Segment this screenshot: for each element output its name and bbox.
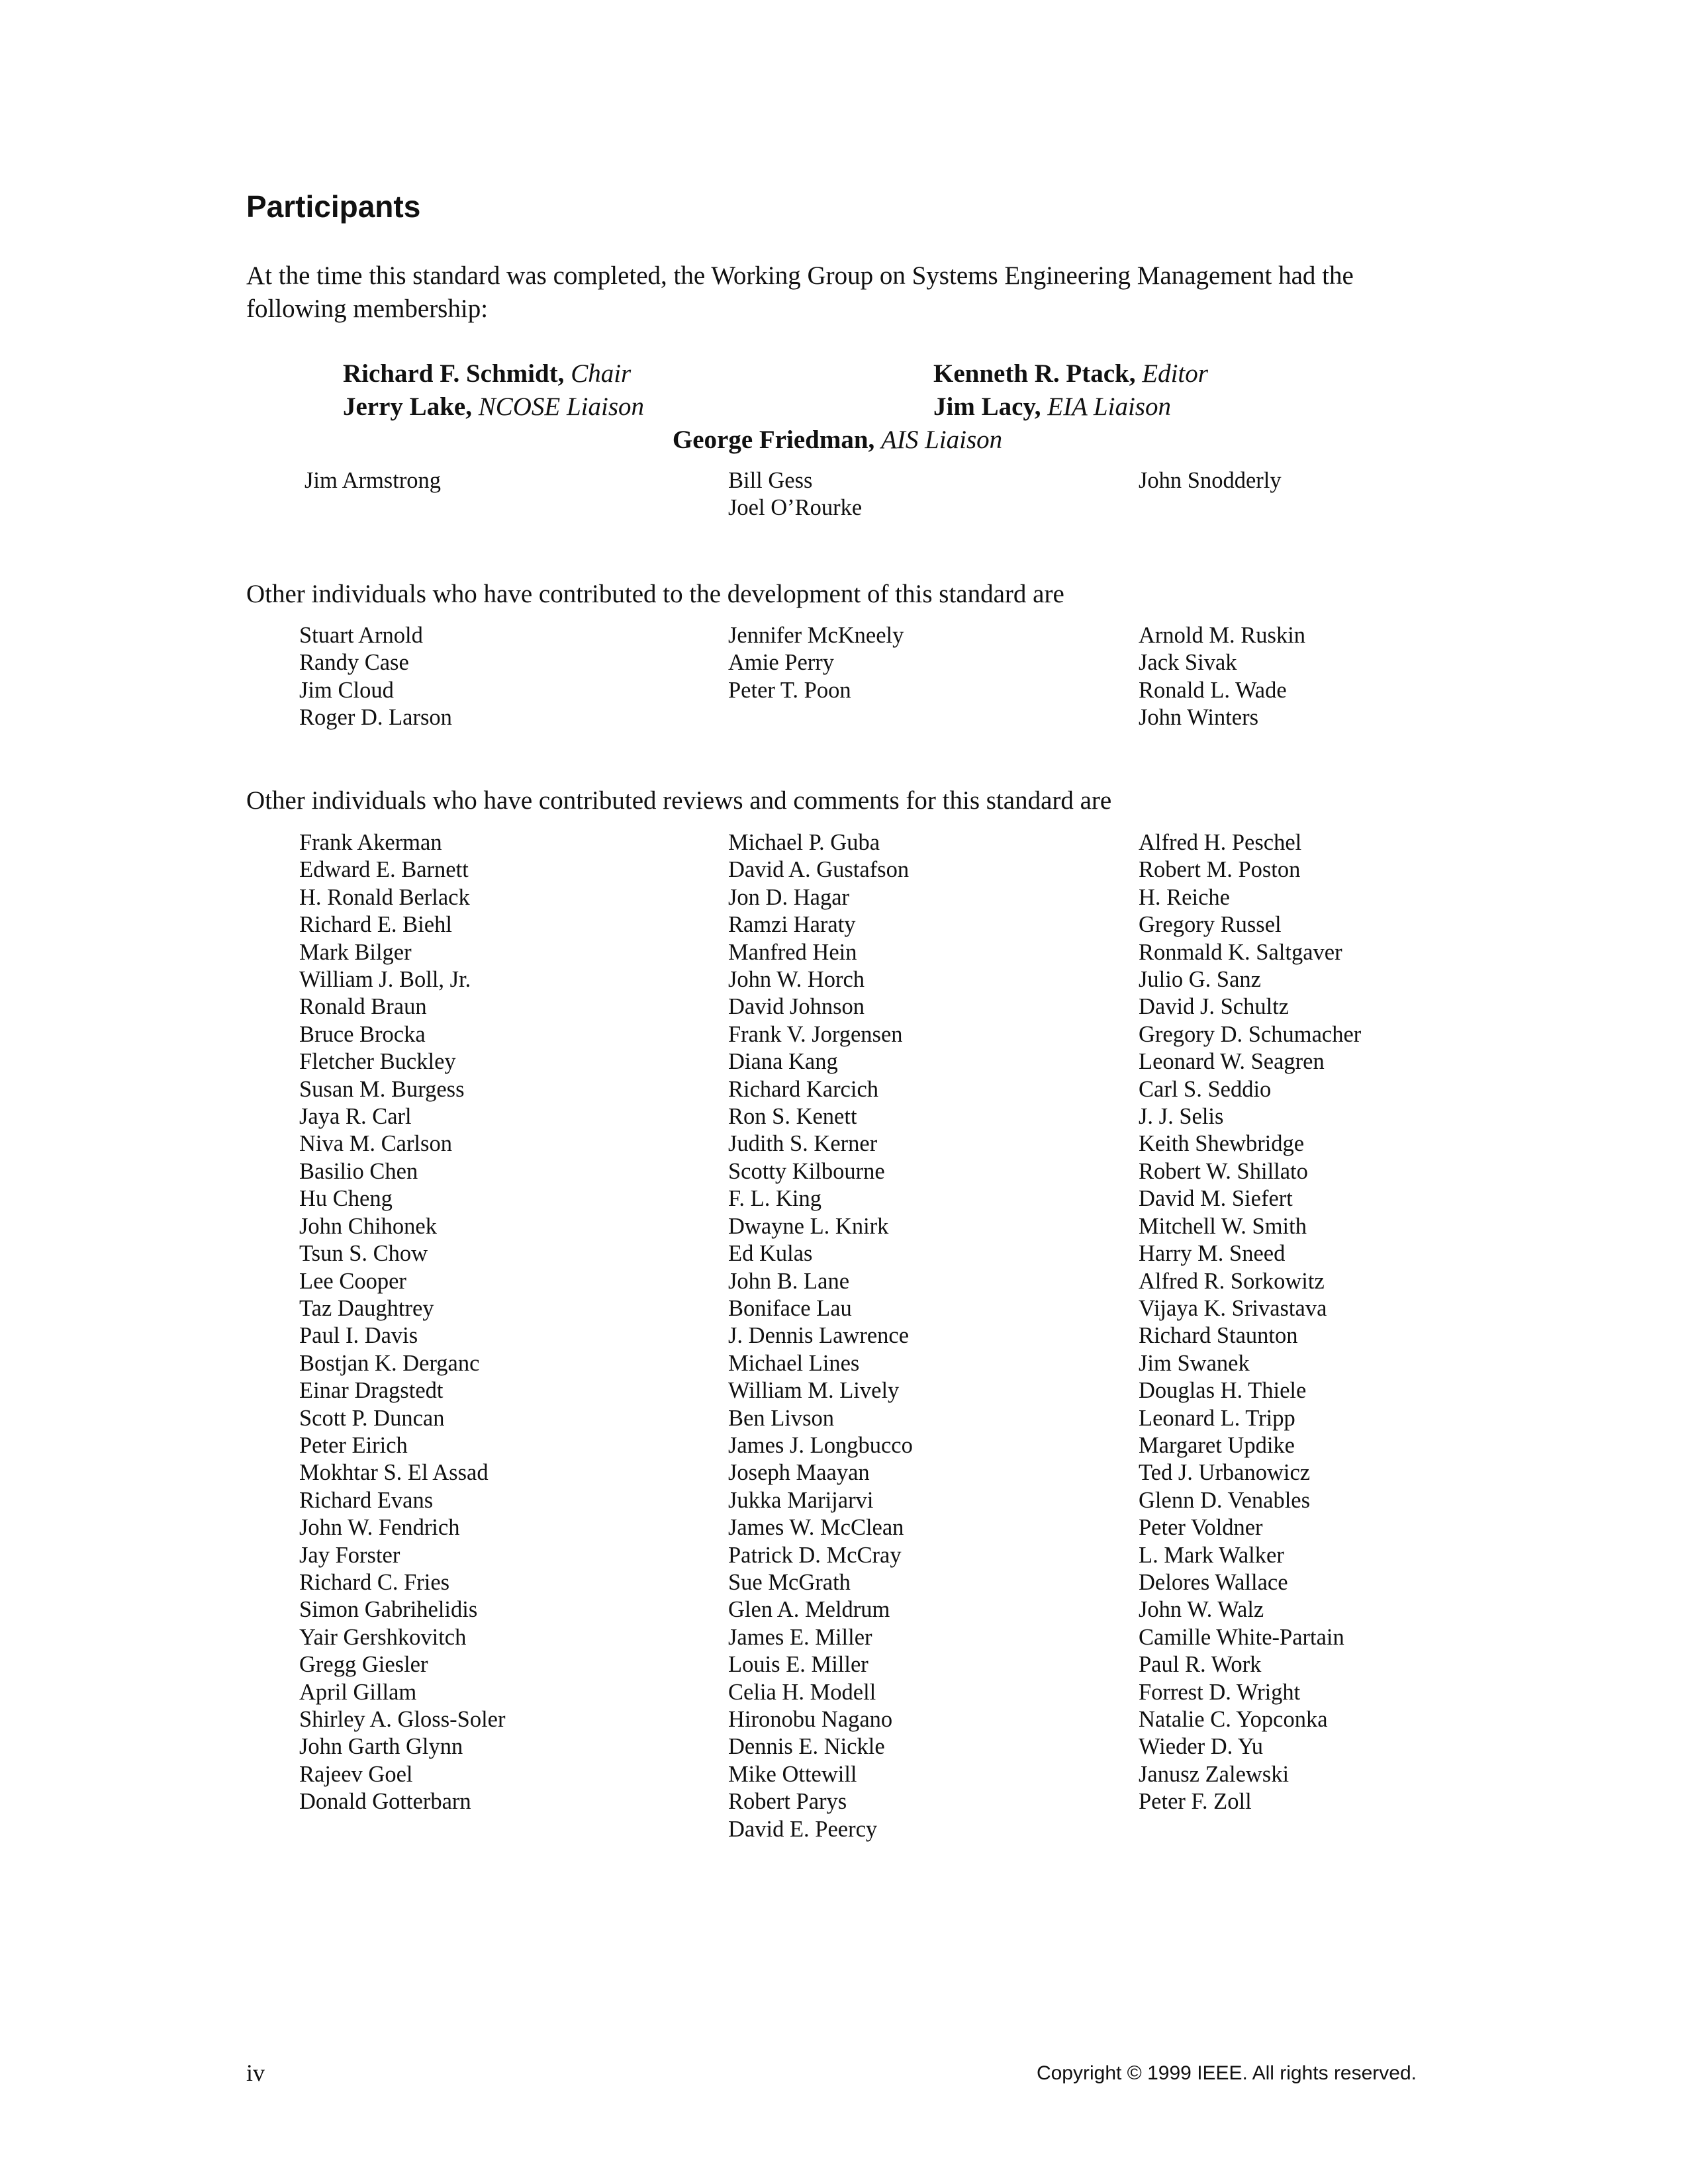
- officer-role: Editor: [1142, 359, 1208, 388]
- person-name: Tsun S. Chow: [299, 1241, 428, 1267]
- person-name: Delores Wallace: [1139, 1569, 1288, 1595]
- person-name: Jim Swanek: [1139, 1350, 1250, 1376]
- person-name: Bostjan K. Derganc: [299, 1350, 480, 1376]
- person-name: Taz Daughtrey: [299, 1295, 434, 1321]
- person-name: Jim Cloud: [299, 677, 394, 703]
- person-name: Shirley A. Gloss-Soler: [299, 1707, 506, 1732]
- person-name: Margaret Updike: [1139, 1432, 1295, 1458]
- person-name: Rajeev Goel: [299, 1761, 413, 1787]
- person-name: Ronmald K. Saltgaver: [1139, 939, 1342, 965]
- development-column-3: [1139, 622, 1305, 732]
- person-name: Mike Ottewill: [728, 1761, 857, 1787]
- person-name: David A. Gustafson: [728, 857, 910, 883]
- members-column-2: [728, 467, 862, 522]
- person-name: Leonard W. Seagren: [1139, 1049, 1325, 1075]
- person-name: Randy Case: [299, 650, 409, 676]
- person-name: Ben Livson: [728, 1405, 835, 1431]
- person-name: James E. Miller: [728, 1624, 872, 1650]
- officer-name: George Friedman,: [672, 426, 875, 454]
- person-name: Hu Cheng: [299, 1186, 393, 1212]
- intro-paragraph: At the time this standard was completed, the Working Group on Systems Engineering Management had the following membership:: [246, 261, 1354, 323]
- person-name: Lee Cooper: [299, 1268, 406, 1294]
- officer-editor: [933, 357, 1208, 390]
- person-name: Peter Voldner: [1139, 1515, 1263, 1541]
- person-name: Ted J. Urbanowicz: [1139, 1460, 1311, 1486]
- person-name: John B. Lane: [728, 1268, 850, 1294]
- person-name: Gregory Russel: [1139, 912, 1282, 938]
- person-name: Jon D. Hagar: [728, 884, 849, 910]
- person-name: Mokhtar S. El Assad: [299, 1460, 489, 1486]
- person-name: F. L. King: [728, 1186, 821, 1212]
- person-name: Leonard L. Tripp: [1139, 1405, 1295, 1431]
- person-name: Alfred H. Peschel: [1139, 830, 1302, 855]
- person-name: Wieder D. Yu: [1139, 1734, 1263, 1760]
- copyright-notice: Copyright © 1999 IEEE. All rights reserved.: [1036, 2062, 1417, 2084]
- person-name: Scott P. Duncan: [299, 1405, 445, 1431]
- person-name: Vijaya K. Srivastava: [1139, 1295, 1327, 1321]
- reviews-column-2: [728, 829, 913, 1843]
- officer-ais-liaison: [0, 424, 1675, 457]
- officer-name: Richard F. Schmidt,: [343, 359, 565, 388]
- person-name: April Gillam: [299, 1679, 417, 1705]
- person-name: Julio G. Sanz: [1139, 967, 1261, 993]
- person-name: Paul I. Davis: [299, 1323, 418, 1349]
- person-name: Boniface Lau: [728, 1295, 852, 1321]
- person-name: Jay Forster: [299, 1542, 400, 1568]
- person-name: Niva M. Carlson: [299, 1131, 452, 1157]
- officer-ncose-liaison: [343, 390, 644, 424]
- officer-name: Jerry Lake,: [343, 392, 472, 421]
- person-name: Louis E. Miller: [728, 1652, 868, 1678]
- person-name: Dwayne L. Knirk: [728, 1213, 889, 1239]
- person-name: Einar Dragstedt: [299, 1378, 444, 1404]
- person-name: Janusz Zalewski: [1139, 1761, 1289, 1787]
- person-name: Basilio Chen: [299, 1158, 418, 1184]
- person-name: Jack Sivak: [1139, 650, 1237, 676]
- officer-role: EIA Liaison: [1047, 392, 1171, 421]
- members-column-3: [1139, 467, 1282, 494]
- person-name: Susan M. Burgess: [299, 1076, 465, 1102]
- person-name: Ed Kulas: [728, 1241, 813, 1267]
- person-name: Bill Gess: [728, 468, 813, 493]
- person-name: Ronald L. Wade: [1139, 677, 1287, 703]
- reviews-column-1: [299, 829, 505, 1816]
- person-name: Jim Armstrong: [305, 468, 442, 493]
- person-name: Gregg Giesler: [299, 1652, 428, 1678]
- person-name: Diana Kang: [728, 1049, 838, 1075]
- person-name: Edward E. Barnett: [299, 857, 469, 883]
- person-name: H. Reiche: [1139, 884, 1230, 910]
- development-column-1: [299, 622, 452, 732]
- page-title: Participants: [246, 189, 421, 224]
- officer-name: Jim Lacy,: [933, 392, 1041, 421]
- person-name: John Winters: [1139, 705, 1259, 731]
- person-name: Joseph Maayan: [728, 1460, 870, 1486]
- person-name: Forrest D. Wright: [1139, 1679, 1301, 1705]
- person-name: Robert Parys: [728, 1789, 847, 1815]
- reviews-intro: Other individuals who have contributed reviews and comments for this standard are: [246, 786, 1112, 815]
- person-name: Scotty Kilbourne: [728, 1158, 885, 1184]
- person-name: L. Mark Walker: [1139, 1542, 1284, 1568]
- person-name: Peter T. Poon: [728, 677, 851, 703]
- person-name: William J. Boll, Jr.: [299, 967, 471, 993]
- officer-eia-liaison: [933, 390, 1171, 424]
- person-name: Richard C. Fries: [299, 1569, 450, 1595]
- person-name: James W. McClean: [728, 1515, 904, 1541]
- person-name: Richard Karcich: [728, 1076, 879, 1102]
- person-name: J. Dennis Lawrence: [728, 1323, 910, 1349]
- person-name: Stuart Arnold: [299, 623, 423, 648]
- person-name: Alfred R. Sorkowitz: [1139, 1268, 1325, 1294]
- person-name: Fletcher Buckley: [299, 1049, 456, 1075]
- person-name: Robert M. Poston: [1139, 857, 1301, 883]
- person-name: Paul R. Work: [1139, 1652, 1262, 1678]
- person-name: Jennifer McKneely: [728, 623, 904, 648]
- person-name: Natalie C. Yopconka: [1139, 1707, 1328, 1732]
- person-name: Hironobu Nagano: [728, 1707, 893, 1732]
- person-name: Yair Gershkovitch: [299, 1624, 467, 1650]
- person-name: Donald Gotterbarn: [299, 1789, 471, 1815]
- person-name: Frank V. Jorgensen: [728, 1021, 903, 1047]
- person-name: Joel O’Rourke: [728, 495, 863, 521]
- person-name: Glenn D. Venables: [1139, 1487, 1311, 1513]
- person-name: Glen A. Meldrum: [728, 1597, 890, 1623]
- person-name: Sue McGrath: [728, 1569, 851, 1595]
- person-name: Amie Perry: [728, 650, 835, 676]
- members-column-1: [305, 467, 441, 494]
- officer-role: NCOSE Liaison: [478, 392, 645, 421]
- person-name: Michael Lines: [728, 1350, 860, 1376]
- person-name: Jukka Marijarvi: [728, 1487, 874, 1513]
- development-intro: Other individuals who have contributed to the development of this standard are: [246, 580, 1064, 608]
- person-name: Mitchell W. Smith: [1139, 1213, 1307, 1239]
- officer-name: Kenneth R. Ptack,: [933, 359, 1136, 388]
- person-name: David E. Peercy: [728, 1816, 878, 1842]
- person-name: Frank Akerman: [299, 830, 442, 855]
- person-name: Simon Gabrihelidis: [299, 1597, 478, 1623]
- person-name: Jaya R. Carl: [299, 1104, 412, 1130]
- person-name: Camille White-Partain: [1139, 1624, 1344, 1650]
- officer-role: Chair: [571, 359, 632, 388]
- person-name: Ramzi Haraty: [728, 912, 856, 938]
- person-name: Peter Eirich: [299, 1432, 408, 1458]
- person-name: Keith Shewbridge: [1139, 1131, 1305, 1157]
- officer-role: AIS Liaison: [881, 426, 1003, 454]
- person-name: Ronald Braun: [299, 994, 427, 1020]
- person-name: Carl S. Seddio: [1139, 1076, 1272, 1102]
- person-name: Bruce Brocka: [299, 1021, 426, 1047]
- person-name: John W. Walz: [1139, 1597, 1264, 1623]
- person-name: David M. Siefert: [1139, 1186, 1293, 1212]
- person-name: Michael P. Guba: [728, 830, 880, 855]
- person-name: John Snodderly: [1139, 468, 1282, 493]
- person-name: Richard Evans: [299, 1487, 434, 1513]
- person-name: John Garth Glynn: [299, 1734, 463, 1760]
- page-number: iv: [246, 2060, 265, 2086]
- person-name: Richard Staunton: [1139, 1323, 1298, 1349]
- person-name: Celia H. Modell: [728, 1679, 876, 1705]
- person-name: John W. Fendrich: [299, 1515, 460, 1541]
- officer-chair: [343, 357, 631, 390]
- person-name: William M. Lively: [728, 1378, 900, 1404]
- person-name: Mark Bilger: [299, 939, 412, 965]
- person-name: John Chihonek: [299, 1213, 437, 1239]
- person-name: Douglas H. Thiele: [1139, 1378, 1307, 1404]
- person-name: Judith S. Kerner: [728, 1131, 878, 1157]
- person-name: Gregory D. Schumacher: [1139, 1021, 1362, 1047]
- person-name: Harry M. Sneed: [1139, 1241, 1286, 1267]
- person-name: Manfred Hein: [728, 939, 857, 965]
- person-name: James J. Longbucco: [728, 1432, 913, 1458]
- person-name: David J. Schultz: [1139, 994, 1289, 1020]
- person-name: J. J. Selis: [1139, 1104, 1224, 1130]
- person-name: Roger D. Larson: [299, 705, 452, 731]
- reviews-column-3: [1139, 829, 1361, 1816]
- person-name: David Johnson: [728, 994, 865, 1020]
- person-name: Dennis E. Nickle: [728, 1734, 885, 1760]
- person-name: John W. Horch: [728, 967, 865, 993]
- person-name: H. Ronald Berlack: [299, 884, 470, 910]
- person-name: Ron S. Kenett: [728, 1104, 857, 1130]
- person-name: Patrick D. McCray: [728, 1542, 902, 1568]
- person-name: Arnold M. Ruskin: [1139, 623, 1306, 648]
- person-name: Robert W. Shillato: [1139, 1158, 1308, 1184]
- development-column-2: [728, 622, 904, 704]
- person-name: Richard E. Biehl: [299, 912, 452, 938]
- person-name: Peter F. Zoll: [1139, 1789, 1252, 1815]
